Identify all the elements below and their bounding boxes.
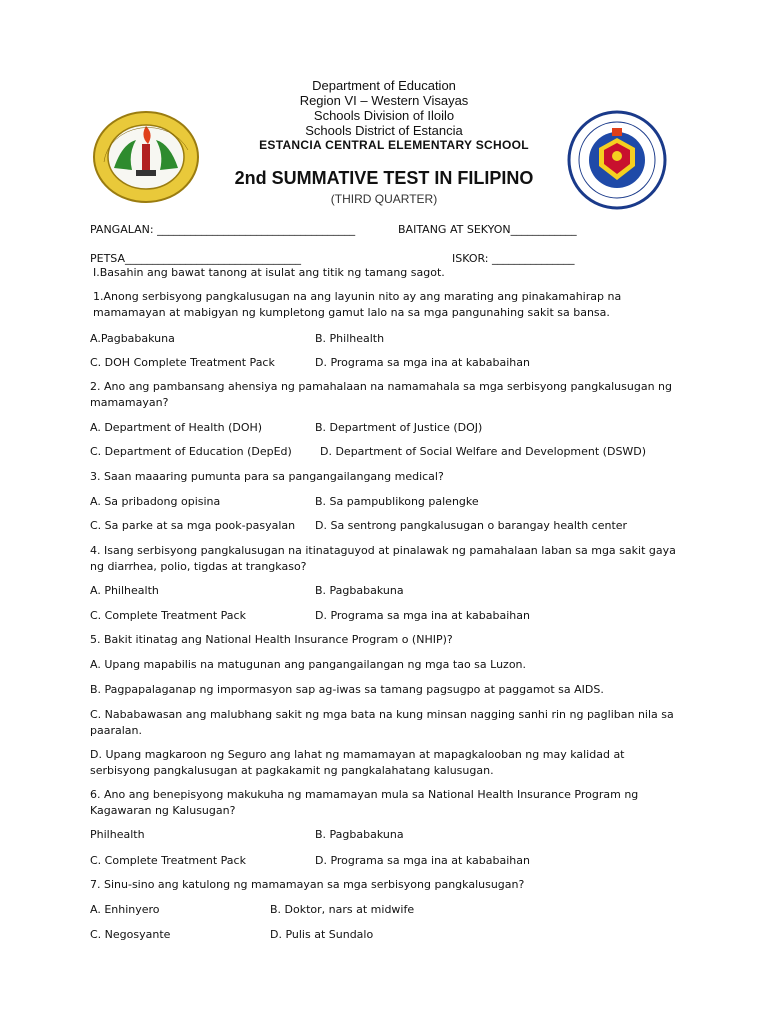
q7-choice-a: A. Enhinyero — [90, 903, 160, 916]
quarter-label: (THIRD QUARTER) — [330, 192, 438, 206]
q2-choice-b: B. Department of Justice (DOJ) — [315, 421, 483, 434]
region-line: Region VI – Western Visayas — [299, 93, 469, 108]
instruction: I.Basahin ang bawat tanong at isulat ang titik ng tamang sagot. — [93, 266, 445, 279]
q7-choice-b: B. Doktor, nars at midwife — [270, 903, 415, 916]
petsa-field: PETSA________________________________ — [90, 252, 302, 265]
q4-choice-b: B. Pagbabakuna — [315, 584, 404, 597]
q6-choice-a: Philhealth — [90, 828, 145, 841]
q5-choice-a: A. Upang mapabilis na matugunan ang pangangailangan ng mga tao sa Luzon. — [90, 658, 527, 671]
q5-choice-b: B. Pagpapalaganap ng impormasyon sap ag-iwas sa tamang pagsugpo at paggamot sa AIDS. — [90, 683, 604, 696]
question-2: 2. Ano ang pambansang ahensiya ng pamahalaan na namamahala sa mga serbisyong pangkalusugan ng mamamayan? — [90, 380, 672, 409]
q3-choice-b: B. Sa pampublikong palengke — [315, 495, 479, 508]
q6-choice-d: D. Programa sa mga ina at kababaihan — [315, 854, 530, 867]
iskor-field: ISKOR: _______________ — [452, 252, 575, 265]
question-4: 4. Isang serbisyong pangkalusugan na itinataguyod at pinalawak ng pamahalaan laban sa mga sakit gaya ng diarrhea, polio, tigdas at trangkaso? — [90, 544, 676, 573]
question-3: 3. Saan maaaring pumunta para sa pangangailangang medical? — [90, 470, 444, 483]
q4-choice-d: D. Programa sa mga ina at kababaihan — [315, 609, 530, 622]
q3-choice-c: C. Sa parke at sa mga pook-pasyalan — [90, 519, 296, 532]
baitang-field: BAITANG AT SEKYON____________ — [398, 223, 577, 236]
question-1: 1.Anong serbisyong pangkalusugan na ang layunin nito ay ang marating ang pinakamahirap na mamamayan at mabigyan ng kumpletong gamut lalo na sa mga pangunahing sakit sa bansa. — [93, 290, 622, 319]
division-line: Schools Division of Iloilo — [313, 108, 455, 123]
q3-choice-a: A. Sa pribadong opisina — [90, 495, 221, 508]
department-line: Department of Education — [312, 78, 456, 93]
q1-choice-d: D. Programa sa mga ina at kababaihan — [315, 356, 530, 369]
district-line: Schools District of Estancia — [305, 123, 463, 138]
question-7: 7. Sinu-sino ang katulong ng mamamayan sa mga serbisyong pangkalusugan? — [90, 878, 525, 891]
q5-choice-d: D. Upang magkaroon ng Seguro ang lahat ng mamamayan at mapagkalooban ng may kalidad at serbisyong pangkalusugan at pagkakamit ng pangkalahatang kalusugan. — [90, 748, 625, 777]
q2-choice-c: C. Department of Education (DepEd) — [90, 445, 292, 458]
q4-choice-a: A. Philhealth — [90, 584, 159, 597]
q2-choice-d: D. Department of Social Welfare and Development (DSWD) — [320, 445, 647, 458]
question-6: 6. Ano ang benepisyong makukuha ng mamamayan mula sa National Health Insurance Program ng Kagawaran ng Kalusugan? — [90, 788, 639, 817]
q1-choice-b: B. Philhealth — [315, 332, 385, 345]
q5-choice-c: C. Nababawasan ang malubhang sakit ng mga bata na kung minsan nagging sanhi rin ng pagliban nila sa paaralan. — [90, 708, 674, 737]
q3-choice-d: D. Sa sentrong pangkalusugan o barangay health center — [315, 519, 628, 532]
question-5: 5. Bakit itinatag ang National Health Insurance Program o (NHIP)? — [90, 633, 453, 646]
q6-choice-b: B. Pagbabakuna — [315, 828, 404, 841]
test-title: 2nd SUMMATIVE TEST IN FILIPINO — [234, 168, 534, 188]
school-name: ESTANCIA CENTRAL ELEMENTARY SCHOOL — [259, 138, 529, 152]
q4-choice-c: C. Complete Treatment Pack — [90, 609, 246, 622]
q2-choice-a: A. Department of Health (DOH) — [90, 421, 263, 434]
q7-choice-d: D. Pulis at Sundalo — [270, 928, 374, 941]
pangalan-field: PANGALAN: ____________________________________ — [90, 223, 356, 236]
q7-choice-c: C. Negosyante — [90, 928, 171, 941]
q1-choice-c: C. DOH Complete Treatment Pack — [90, 356, 275, 369]
q1-choice-a: A.Pagbabakuna — [90, 332, 175, 345]
q6-choice-c: C. Complete Treatment Pack — [90, 854, 246, 867]
